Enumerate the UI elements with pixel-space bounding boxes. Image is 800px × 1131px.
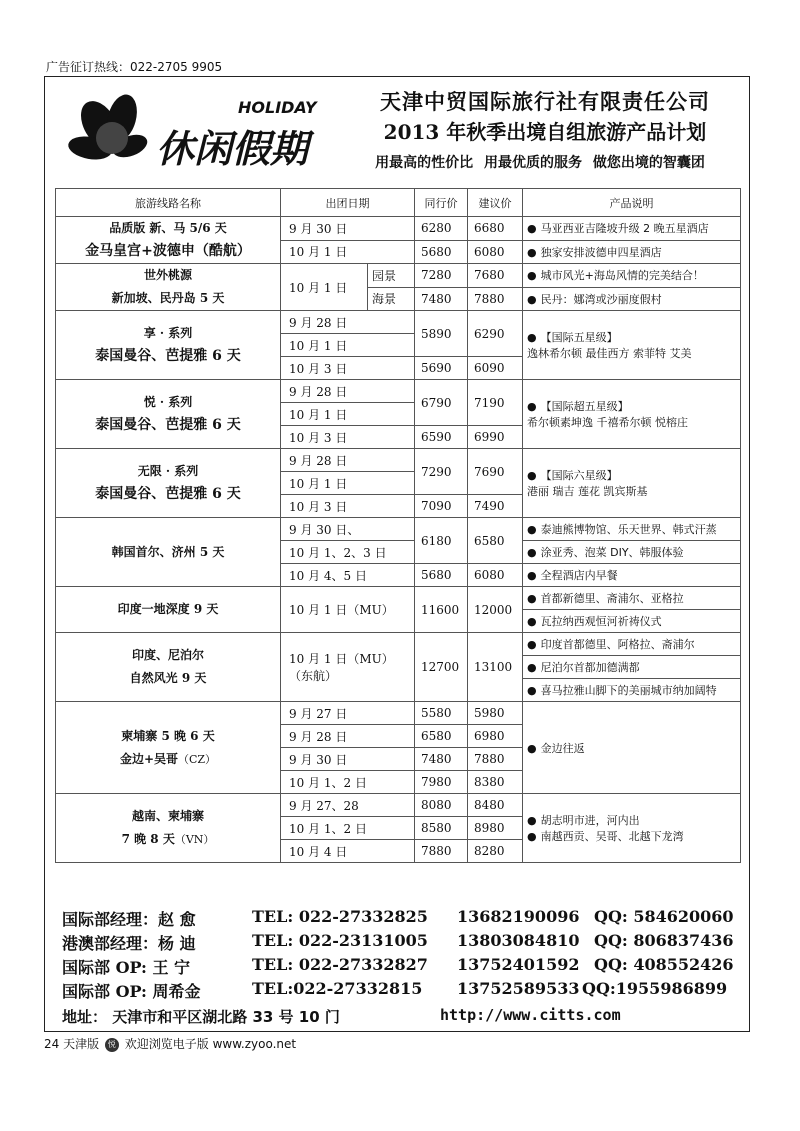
col-description: 产品说明 bbox=[523, 189, 741, 217]
table-row: 悦 · 系列 泰国曼谷、芭提雅 6 天 9 月 28 日 6790 7190 ● 【国际超五星级】 希尔顿素坤逸 千禧希尔顿 悦榕庄 bbox=[56, 380, 741, 403]
route-name: 悦 · 系列 泰国曼谷、芭提雅 6 天 bbox=[56, 380, 281, 449]
col-route: 旅游线路名称 bbox=[56, 189, 281, 217]
table-row: 9 月 30 日 7480 7880 bbox=[56, 748, 741, 771]
contact-row: 国际部 OP: 周希金 TEL:022-27332815 13752589533 QQ:1955986899 bbox=[62, 979, 728, 1001]
table-row: 10 月 1、2 日 8580 8980 bbox=[56, 817, 741, 840]
table-row: 10 月 3 日 6590 6990 bbox=[56, 426, 741, 449]
tour-table bbox=[55, 188, 741, 863]
table-row: 享 · 系列 泰国曼谷、芭提雅 6 天 9 月 28 日 5890 6290 ● 【国际五星级】 逸林希尔顿 最佳西方 索菲特 艾美 bbox=[56, 311, 741, 334]
route-name: 越南、柬埔寨 7 晚 8 天（VN） bbox=[56, 794, 281, 863]
table-row: 柬埔寨 5 晚 6 天 金边+吴哥（CZ） 9 月 27 日 5580 5980 ● 金边往返 bbox=[56, 702, 741, 725]
ad-hotline: 广告征订热线：022-2705 9905 bbox=[46, 60, 223, 74]
table-row: 10 月 3 日 5690 6090 bbox=[56, 357, 741, 380]
table-row: 10 月 1 日 5680 6080 ● 独家安排波德申四星酒店 bbox=[56, 240, 741, 264]
table-row: 韩国首尔、济州 5 天 9 月 30 日、 6180 6580 ● 泰迪熊博物馆、乐天世界、韩式汗蒸 bbox=[56, 518, 741, 541]
footer-text: 欢迎浏览电子版 www.zyoo.net bbox=[124, 1037, 297, 1051]
route-name: 柬埔寨 5 晚 6 天 金边+吴哥（CZ） bbox=[56, 702, 281, 794]
table-row: 10 月 1、2 日 7980 8380 bbox=[56, 771, 741, 794]
holiday-logo bbox=[60, 80, 350, 180]
contact-row: 国际部经理：赵 愈 TEL: 022-27332825 13682190096 QQ: 584620060 bbox=[62, 907, 734, 929]
table-row: ● 尼泊尔首都加德满都 bbox=[56, 656, 741, 679]
table-row: 10 月 4、5 日 5680 6080 ● 全程酒店内早餐 bbox=[56, 564, 741, 587]
table-row: ● 喜马拉雅山脚下的美丽城市纳加阔特 bbox=[56, 679, 741, 702]
table-row: 10 月 1 日 bbox=[56, 334, 741, 357]
table-row: 10 月 1、2、3 日 ● 涂亚秀、泡菜 DIY、韩服体验 bbox=[56, 541, 741, 564]
badge-icon: 悦 bbox=[105, 1038, 119, 1052]
table-row: 10 月 1 日 bbox=[56, 403, 741, 426]
table-row: 10 月 4 日 7880 8280 bbox=[56, 840, 741, 863]
brand-cn: 休闲假期 bbox=[156, 126, 309, 171]
table-row: 海景 7480 7880 ● 民丹：娜湾或沙丽度假村 bbox=[56, 287, 741, 311]
website-link[interactable]: http://www.citts.com bbox=[440, 1006, 621, 1024]
col-trade-price: 同行价 bbox=[415, 189, 468, 217]
table-row: 10 月 3 日 7090 7490 bbox=[56, 495, 741, 518]
route-name: 世外桃源 新加坡、民丹岛 5 天 bbox=[56, 264, 281, 311]
col-date: 出团日期 bbox=[281, 189, 415, 217]
page-footer bbox=[44, 1035, 296, 1052]
table-header bbox=[56, 189, 741, 217]
company-name: 天津中贸国际旅行社有限责任公司 bbox=[380, 89, 710, 114]
table-row: 印度、尼泊尔 自然风光 9 天 10 月 1 日（MU） （东航） 12700 13100 ● 印度首都德里、阿格拉、斋浦尔 bbox=[56, 633, 741, 656]
table-row: 10 月 1 日 bbox=[56, 472, 741, 495]
contact-row: 港澳部经理：杨 迪 TEL: 022-23131005 13803084810 QQ: 806837436 bbox=[62, 931, 734, 953]
page-number: 24 天津版 bbox=[44, 1037, 100, 1051]
table-row: 无限 · 系列 泰国曼谷、芭提雅 6 天 9 月 28 日 7290 7690 ● 【国际六星级】 港丽 瑞吉 莲花 凯宾斯基 bbox=[56, 449, 741, 472]
address: 地址： 天津市和平区湖北路 33 号 10 门 bbox=[62, 1008, 340, 1026]
contact-row: 国际部 OP: 王 宁 TEL: 022-27332827 13752401592 QQ: 408552426 bbox=[62, 955, 734, 977]
col-suggested-price: 建议价 bbox=[468, 189, 523, 217]
route-name: 无限 · 系列 泰国曼谷、芭提雅 6 天 bbox=[56, 449, 281, 518]
route-name: 印度、尼泊尔 自然风光 9 天 bbox=[56, 633, 281, 702]
plan-title: 2013 年秋季出境自组旅游产品计划 bbox=[383, 120, 707, 144]
table-row: 世外桃源 新加坡、民丹岛 5 天 10 月 1 日 园景 7280 7680 ● 城市风光+海岛风情的完美结合！ bbox=[56, 264, 741, 288]
table-row: ● 瓦拉纳西观恒河祈祷仪式 bbox=[56, 610, 741, 633]
table-row: 9 月 28 日 6580 6980 bbox=[56, 725, 741, 748]
contact-list bbox=[62, 907, 742, 1003]
brand-en: HOLIDAY bbox=[238, 98, 317, 117]
route-name: 韩国首尔、济州 5 天 bbox=[56, 518, 281, 587]
route-name: 印度一地深度 9 天 bbox=[56, 587, 281, 633]
route-name: 品质版 新、马 5/6 天 金马皇宫+波德申（酷航） bbox=[56, 217, 281, 264]
route-name: 享 · 系列 泰国曼谷、芭提雅 6 天 bbox=[56, 311, 281, 380]
slogan: 用最高的性价比 用最优质的服务 做您出境的智囊团 bbox=[375, 155, 705, 171]
table-row: 越南、柬埔寨 7 晚 8 天（VN） 9 月 27、28 8080 8480 ● 胡志明市进，河内出 ● 南越西贡、吴哥、北越下龙湾 bbox=[56, 794, 741, 817]
table-row: 印度一地深度 9 天 10 月 1 日（MU） 11600 12000 ● 首都新德里、斋浦尔、亚格拉 bbox=[56, 587, 741, 610]
table-row: 品质版 新、马 5/6 天 金马皇宫+波德申（酷航） 9 月 30 日 6280 6680 ● 马亚西亚吉隆坡升级 2 晚五星酒店 bbox=[56, 217, 741, 241]
